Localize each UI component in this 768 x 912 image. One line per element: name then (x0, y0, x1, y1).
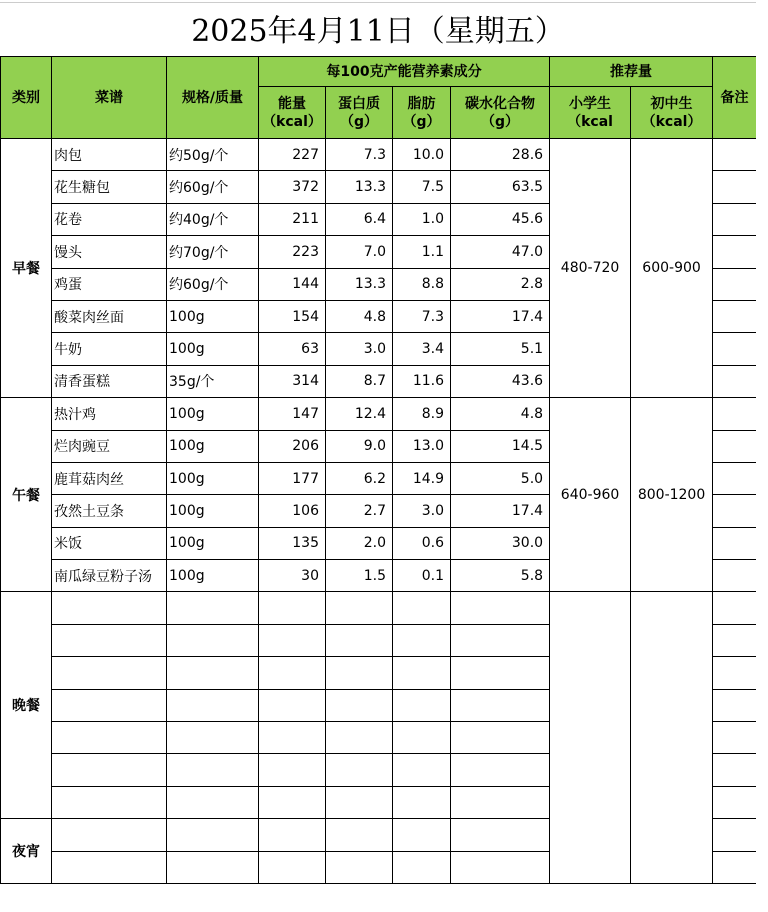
energy-cell[interactable]: 30 (259, 560, 326, 592)
spec-cell[interactable]: 35g/个 (167, 365, 259, 397)
carb-cell[interactable]: 5.0 (451, 462, 550, 494)
dish-cell[interactable]: 孜然土豆条 (52, 495, 167, 527)
protein-cell[interactable]: 2.7 (326, 495, 393, 527)
header-energy-unit: （kcal） (262, 113, 322, 130)
energy-cell[interactable]: 372 (259, 171, 326, 203)
header-protein[interactable] (326, 87, 393, 139)
header-dish[interactable]: 菜谱 (52, 57, 167, 139)
carb-cell[interactable]: 30.0 (451, 527, 550, 559)
protein-cell[interactable]: 12.4 (326, 398, 393, 430)
notes-cell[interactable] (713, 819, 757, 851)
dish-cell[interactable] (52, 819, 167, 851)
protein-cell[interactable]: 4.8 (326, 300, 393, 332)
spec-cell[interactable]: 100g (167, 300, 259, 332)
energy-cell[interactable]: 63 (259, 333, 326, 365)
notes-cell[interactable] (713, 786, 757, 818)
dish-cell[interactable]: 酸菜肉丝面 (52, 300, 167, 332)
spec-cell[interactable] (167, 689, 259, 721)
fat-cell[interactable]: 1.0 (393, 203, 451, 235)
notes-cell[interactable] (713, 171, 757, 203)
dish-cell[interactable]: 热汁鸡 (52, 398, 167, 430)
notes-cell[interactable] (713, 624, 757, 656)
dish-cell[interactable]: 鸡蛋 (52, 268, 167, 300)
spec-cell[interactable]: 约60g/个 (167, 171, 259, 203)
energy-cell[interactable]: 135 (259, 527, 326, 559)
header-spec[interactable]: 规格/质量 (167, 57, 259, 139)
dish-cell[interactable] (52, 722, 167, 754)
table-row (1, 592, 757, 624)
fat-cell[interactable] (393, 851, 451, 883)
header-protein-label: 蛋白质 (338, 95, 380, 112)
fat-cell[interactable]: 13.0 (393, 430, 451, 462)
protein-cell[interactable]: 6.4 (326, 203, 393, 235)
dish-cell[interactable]: 清香蛋糕 (52, 365, 167, 397)
fat-cell[interactable]: 10.0 (393, 139, 451, 171)
dish-cell[interactable]: 南瓜绿豆粉子汤 (52, 560, 167, 592)
carb-cell[interactable] (451, 754, 550, 786)
carb-cell[interactable]: 14.5 (451, 430, 550, 462)
protein-cell[interactable]: 9.0 (326, 430, 393, 462)
carb-cell[interactable]: 17.4 (451, 300, 550, 332)
fat-cell[interactable]: 1.1 (393, 236, 451, 268)
header-primary-label: 小学生 (569, 95, 612, 112)
carb-cell[interactable]: 63.5 (451, 171, 550, 203)
notes-cell[interactable] (713, 333, 757, 365)
protein-cell[interactable] (326, 722, 393, 754)
protein-cell[interactable]: 2.0 (326, 527, 393, 559)
spec-cell[interactable] (167, 624, 259, 656)
fat-cell[interactable]: 0.6 (393, 527, 451, 559)
carb-cell[interactable] (451, 786, 550, 818)
spec-cell[interactable]: 约40g/个 (167, 203, 259, 235)
spec-cell[interactable]: 100g (167, 462, 259, 494)
energy-cell[interactable]: 177 (259, 462, 326, 494)
protein-cell[interactable] (326, 786, 393, 818)
carb-cell[interactable] (451, 689, 550, 721)
menu-table (0, 56, 757, 884)
carb-cell[interactable] (451, 851, 550, 883)
spec-cell[interactable]: 100g (167, 333, 259, 365)
carb-cell[interactable]: 5.1 (451, 333, 550, 365)
protein-cell[interactable]: 7.3 (326, 139, 393, 171)
energy-cell[interactable]: 106 (259, 495, 326, 527)
fat-cell[interactable]: 7.3 (393, 300, 451, 332)
dish-cell[interactable] (52, 689, 167, 721)
table-row (1, 398, 757, 430)
protein-cell[interactable] (326, 592, 393, 624)
header-junior-label: 初中生 (650, 95, 693, 112)
fat-cell[interactable]: 11.6 (393, 365, 451, 397)
dish-cell[interactable] (52, 592, 167, 624)
carb-cell[interactable]: 43.6 (451, 365, 550, 397)
protein-cell[interactable]: 6.2 (326, 462, 393, 494)
carb-cell[interactable]: 47.0 (451, 236, 550, 268)
energy-cell[interactable]: 147 (259, 398, 326, 430)
protein-cell[interactable] (326, 819, 393, 851)
fat-cell[interactable]: 3.0 (393, 495, 451, 527)
spec-cell[interactable]: 约50g/个 (167, 139, 259, 171)
sheet-right-margin (756, 0, 768, 912)
carb-cell[interactable] (451, 722, 550, 754)
dish-cell[interactable] (52, 786, 167, 818)
carb-cell[interactable]: 2.8 (451, 268, 550, 300)
table-row (1, 139, 757, 171)
fat-cell[interactable] (393, 722, 451, 754)
lunch-junior-recommend[interactable]: 800-1200 (631, 398, 713, 592)
notes-cell[interactable] (713, 527, 757, 559)
notes-cell[interactable] (713, 689, 757, 721)
protein-cell[interactable]: 8.7 (326, 365, 393, 397)
notes-cell[interactable] (713, 754, 757, 786)
energy-cell[interactable] (259, 754, 326, 786)
notes-cell[interactable] (713, 139, 757, 171)
notes-cell[interactable] (713, 203, 757, 235)
carb-cell[interactable]: 5.8 (451, 560, 550, 592)
energy-cell[interactable] (259, 722, 326, 754)
category-breakfast[interactable]: 早餐 (1, 139, 52, 398)
notes-cell[interactable] (713, 657, 757, 689)
header-nutrition-group[interactable]: 每100克产能营养素成分 (259, 57, 550, 87)
dish-cell[interactable]: 烂肉豌豆 (52, 430, 167, 462)
protein-cell[interactable] (326, 624, 393, 656)
spec-cell[interactable] (167, 592, 259, 624)
spec-cell[interactable]: 约70g/个 (167, 236, 259, 268)
fat-cell[interactable]: 3.4 (393, 333, 451, 365)
category-night-snack[interactable]: 夜宵 (1, 819, 52, 884)
lunch-primary-recommend[interactable]: 640-960 (550, 398, 631, 592)
breakfast-junior-recommend[interactable]: 600-900 (631, 139, 713, 398)
fat-cell[interactable]: 8.9 (393, 398, 451, 430)
carb-cell[interactable]: 17.4 (451, 495, 550, 527)
fat-cell[interactable]: 0.1 (393, 560, 451, 592)
energy-cell[interactable]: 314 (259, 365, 326, 397)
category-dinner[interactable]: 晚餐 (1, 592, 52, 819)
dish-cell[interactable]: 馒头 (52, 236, 167, 268)
notes-cell[interactable] (713, 462, 757, 494)
notes-cell[interactable] (713, 430, 757, 462)
energy-cell[interactable]: 211 (259, 203, 326, 235)
energy-cell[interactable] (259, 689, 326, 721)
energy-cell[interactable]: 154 (259, 300, 326, 332)
fat-cell[interactable]: 7.5 (393, 171, 451, 203)
dish-cell[interactable] (52, 851, 167, 883)
spec-cell[interactable]: 100g (167, 560, 259, 592)
energy-cell[interactable]: 223 (259, 236, 326, 268)
header-energy[interactable] (259, 87, 326, 139)
protein-cell[interactable] (326, 754, 393, 786)
category-lunch[interactable]: 午餐 (1, 398, 52, 592)
header-carb-unit: （g） (481, 113, 520, 130)
spec-cell[interactable] (167, 786, 259, 818)
fat-cell[interactable] (393, 786, 451, 818)
header-primary[interactable] (550, 87, 631, 139)
protein-cell[interactable]: 13.3 (326, 171, 393, 203)
notes-cell[interactable] (713, 495, 757, 527)
dish-cell[interactable]: 米饭 (52, 527, 167, 559)
carb-cell[interactable] (451, 592, 550, 624)
dish-cell[interactable]: 肉包 (52, 139, 167, 171)
fat-cell[interactable] (393, 819, 451, 851)
notes-cell[interactable] (713, 365, 757, 397)
header-fat-label: 脂肪 (407, 95, 436, 112)
notes-cell[interactable] (713, 722, 757, 754)
protein-cell[interactable]: 13.3 (326, 268, 393, 300)
spec-cell[interactable]: 约60g/个 (167, 268, 259, 300)
primary-recommend-empty[interactable] (550, 592, 631, 884)
energy-cell[interactable] (259, 592, 326, 624)
protein-cell[interactable]: 7.0 (326, 236, 393, 268)
header-protein-unit: （g） (339, 113, 379, 130)
breakfast-primary-recommend[interactable]: 480-720 (550, 139, 631, 398)
carb-cell[interactable] (451, 624, 550, 656)
header-category[interactable]: 类别 (1, 57, 52, 139)
protein-cell[interactable]: 3.0 (326, 333, 393, 365)
protein-cell[interactable] (326, 657, 393, 689)
carb-cell[interactable] (451, 657, 550, 689)
spec-cell[interactable]: 100g (167, 398, 259, 430)
spec-cell[interactable] (167, 657, 259, 689)
notes-cell[interactable] (713, 398, 757, 430)
notes-cell[interactable] (713, 236, 757, 268)
spec-cell[interactable]: 100g (167, 495, 259, 527)
header-energy-label: 能量 (278, 95, 306, 112)
spec-cell[interactable]: 100g (167, 430, 259, 462)
protein-cell[interactable] (326, 689, 393, 721)
dish-cell[interactable]: 花卷 (52, 203, 167, 235)
dish-cell[interactable]: 鹿茸菇肉丝 (52, 462, 167, 494)
carb-cell[interactable]: 28.6 (451, 139, 550, 171)
dish-cell[interactable] (52, 624, 167, 656)
fat-cell[interactable] (393, 624, 451, 656)
page-title: 2025年4月11日（星期五） (191, 14, 565, 49)
header-junior-unit: （kcal） (641, 113, 702, 130)
energy-cell[interactable] (259, 819, 326, 851)
header-notes[interactable]: 备注 (713, 57, 757, 139)
header-recommend-group[interactable]: 推荐量 (550, 57, 713, 87)
header-junior[interactable] (631, 87, 713, 139)
carb-cell[interactable]: 45.6 (451, 203, 550, 235)
protein-cell[interactable] (326, 851, 393, 883)
header-fat[interactable] (393, 87, 451, 139)
header-carb-label: 碳水化合物 (465, 95, 536, 112)
fat-cell[interactable] (393, 689, 451, 721)
spec-cell[interactable] (167, 754, 259, 786)
spec-cell[interactable] (167, 722, 259, 754)
energy-cell[interactable] (259, 851, 326, 883)
header-carb[interactable] (451, 87, 550, 139)
energy-cell[interactable]: 227 (259, 139, 326, 171)
fat-cell[interactable] (393, 754, 451, 786)
fat-cell[interactable]: 14.9 (393, 462, 451, 494)
spec-cell[interactable] (167, 819, 259, 851)
energy-cell[interactable]: 206 (259, 430, 326, 462)
energy-cell[interactable]: 144 (259, 268, 326, 300)
fat-cell[interactable] (393, 592, 451, 624)
notes-cell[interactable] (713, 560, 757, 592)
energy-cell[interactable] (259, 657, 326, 689)
notes-cell[interactable] (713, 592, 757, 624)
energy-cell[interactable] (259, 786, 326, 818)
dish-cell[interactable] (52, 754, 167, 786)
notes-cell[interactable] (713, 300, 757, 332)
dish-cell[interactable] (52, 657, 167, 689)
protein-cell[interactable]: 1.5 (326, 560, 393, 592)
header-fat-unit: （g） (402, 113, 441, 130)
dish-cell[interactable]: 花生糖包 (52, 171, 167, 203)
notes-cell[interactable] (713, 851, 757, 883)
junior-recommend-empty[interactable] (631, 592, 713, 884)
fat-cell[interactable]: 8.8 (393, 268, 451, 300)
carb-cell[interactable]: 4.8 (451, 398, 550, 430)
fat-cell[interactable] (393, 657, 451, 689)
header-primary-unit: （kcal (567, 113, 613, 130)
dish-cell[interactable]: 牛奶 (52, 333, 167, 365)
spec-cell[interactable] (167, 851, 259, 883)
notes-cell[interactable] (713, 268, 757, 300)
carb-cell[interactable] (451, 819, 550, 851)
spec-cell[interactable]: 100g (167, 527, 259, 559)
energy-cell[interactable] (259, 624, 326, 656)
